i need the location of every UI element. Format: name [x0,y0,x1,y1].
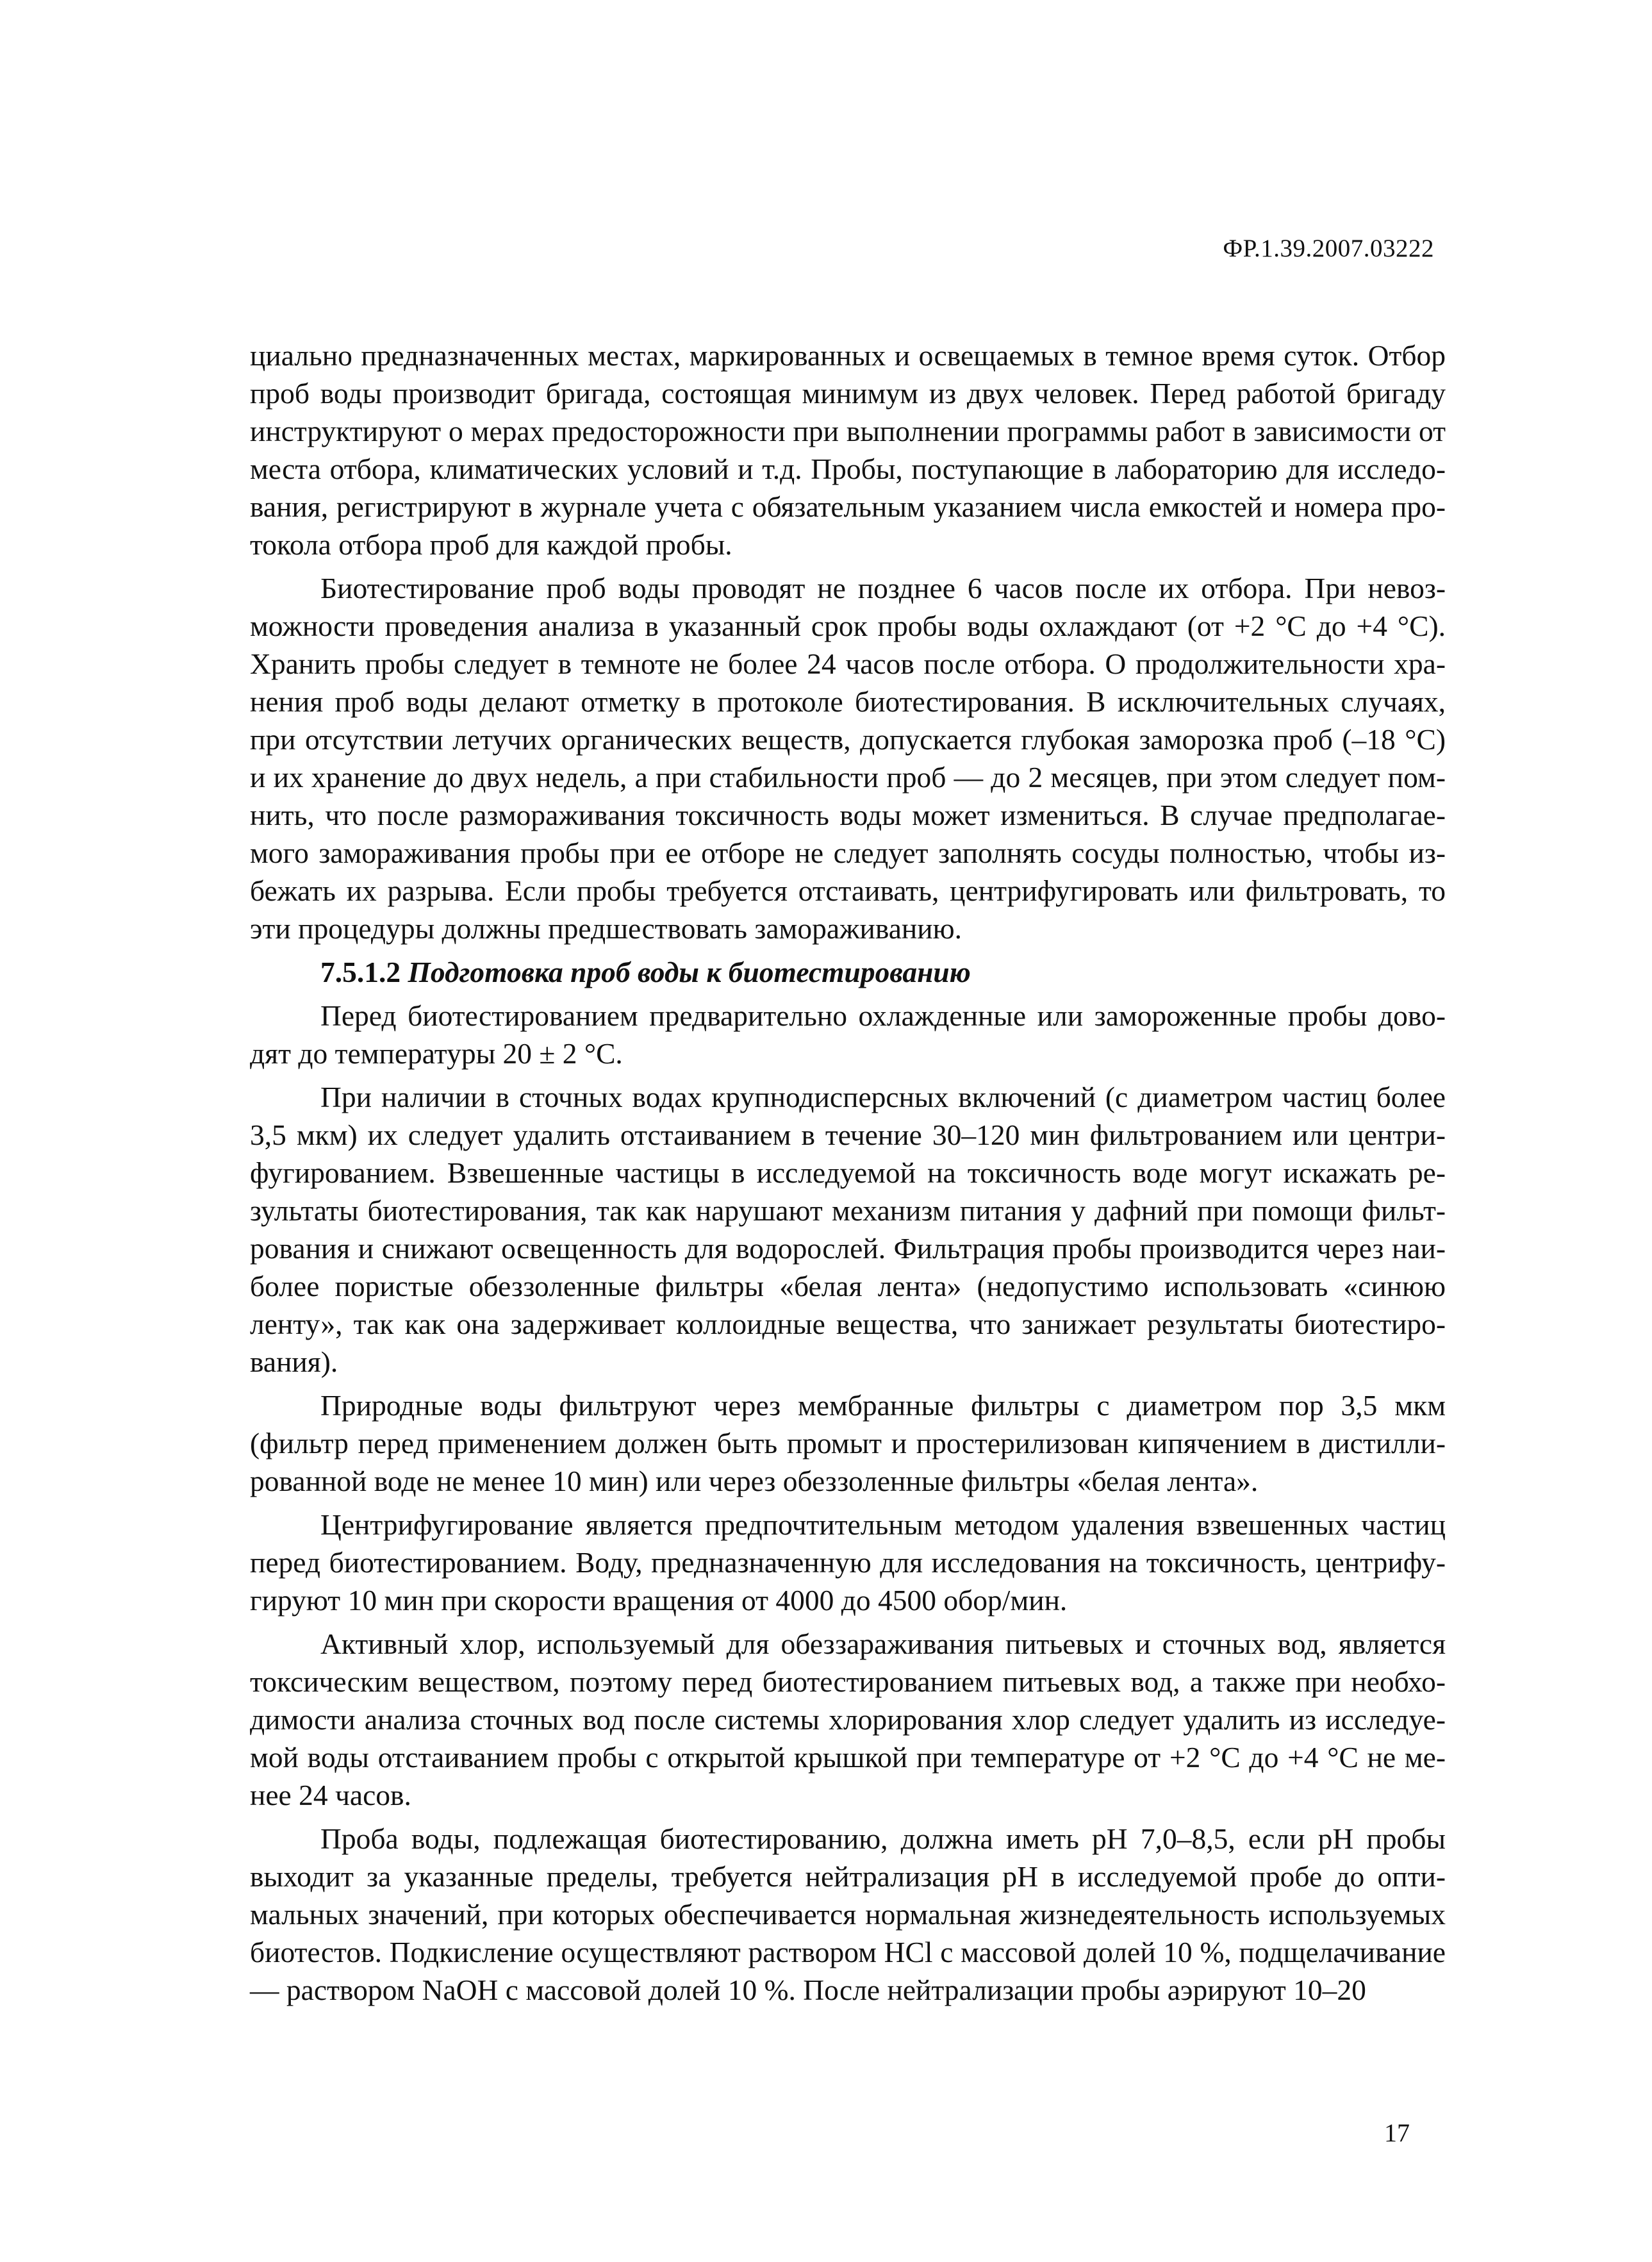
paragraph-centrifugation: Центрифугирование является предпочтительным методом удаления взвешенных частиц перед биотестированием. Воду, предназначенную для исследования на токсичность, центрифугируют 10 мин при скорости вращения от 4000 до 4500 обор/мин. [250,1508,1446,1617]
paragraph-ph: Проба воды, подлежащая биотестированию, должна иметь pH 7,0–8,5, если pH пробы выходит за указанные пределы, требуется нейтрализация pH в исследуемой пробе до оптимальных значений, при которых обеспечивается нормальная жизнедеятельность используемых биотестов. Подкисление осуществляют раствором HCl с массовой долей 10 %, подщелачивание — раствором NaOH с массовой долей 10 %. После нейтрализации пробы аэрируют 10–20 [250,1822,1446,2006]
body-text [250,337,1446,2015]
paragraph-active-chlorine: Активный хлор, используемый для обеззараживания питьевых и сточных вод, является токсическим веществом, поэтому перед биотестированием питьевых вод, а также при необходимости анализа сточных вод после системы хлорирования хлор следует удалить из исследуемой воды отстаиванием пробы с открытой крышкой при температуре от +2 °С до +4 °С не менее 24 часов. [250,1627,1446,1811]
paragraph-temperature: Перед биотестированием предварительно охлажденные или замороженные пробы доводят до температуры 20 ± 2 °С. [250,999,1446,1070]
subsection-number: 7.5.1.2 [320,956,401,988]
page-number: 17 [1384,2118,1410,2147]
paragraph-continuation: циально предназначенных местах, маркированных и освещаемых в темное время суток. Отбор проб воды производит бригада, состоящая минимум из двух человек. Перед работой бригаду инструктируют о мерах предосторожности при выполнении программы работ в зависимости от места отбора, климатических условий и т.д. Пробы, поступающие в лабораторию для исследования, регистрируют в журнале учета с обязательным указанием числа емкостей и номера протокола отбора проб для каждой пробы. [250,339,1446,561]
subsection-title: Подготовка проб воды к биотестированию [408,956,971,988]
document-code: ФР.1.39.2007.03222 [1223,235,1434,262]
subsection-heading [250,953,1446,991]
paragraph-natural-waters: Природные воды фильтруют через мембранные фильтры с диаметром пор 3,5 мкм (фильтр перед применением должен быть промыт и простерилизован кипячением в дистиллированной воде не менее 10 мин) или через обеззоленные фильтры «белая лента». [250,1389,1446,1497]
paragraph-coarse-particles: При наличии в сточных водах крупнодисперсных включений (с диаметром частиц более 3,5 мкм) их следует удалить отстаиванием в течение 30–120 мин фильтрованием или центрифугированием. Взвешенные частицы в исследуемой на токсичность воде могут искажать результаты биотестирования, так как нарушают механизм питания у дафний при помощи фильтрования и снижают освещенность для водорослей. Фильтрация пробы производится через наиболее пористые обеззоленные фильтры «белая лента» (недопустимо использовать «синюю ленту», так как она задерживает коллоидные вещества, что занижает результаты биотестирования). [250,1081,1446,1378]
paragraph-storage: Биотестирование проб воды проводят не позднее 6 часов после их отбора. При невозможности проведения анализа в указанный срок пробы воды охлаждают (от +2 °С до +4 °С). Хранить пробы следует в темноте не более 24 часов после отбора. О продолжительности хранения проб воды делают отметку в протоколе биотестирования. В исключительных случаях, при отсутствии летучих органических веществ, допускается глубокая заморозка проб (–18 °С) и их хранение до двух недель, а при стабильности проб — до 2 месяцев, при этом следует помнить, что после размораживания токсичность воды может измениться. В случае предполагаемого замораживания пробы при ее отборе не следует заполнять сосуды полностью, чтобы избежать их разрыва. Если пробы требуется отстаивать, центрифугировать или фильтровать, то эти процедуры должны предшествовать замораживанию. [250,572,1446,945]
